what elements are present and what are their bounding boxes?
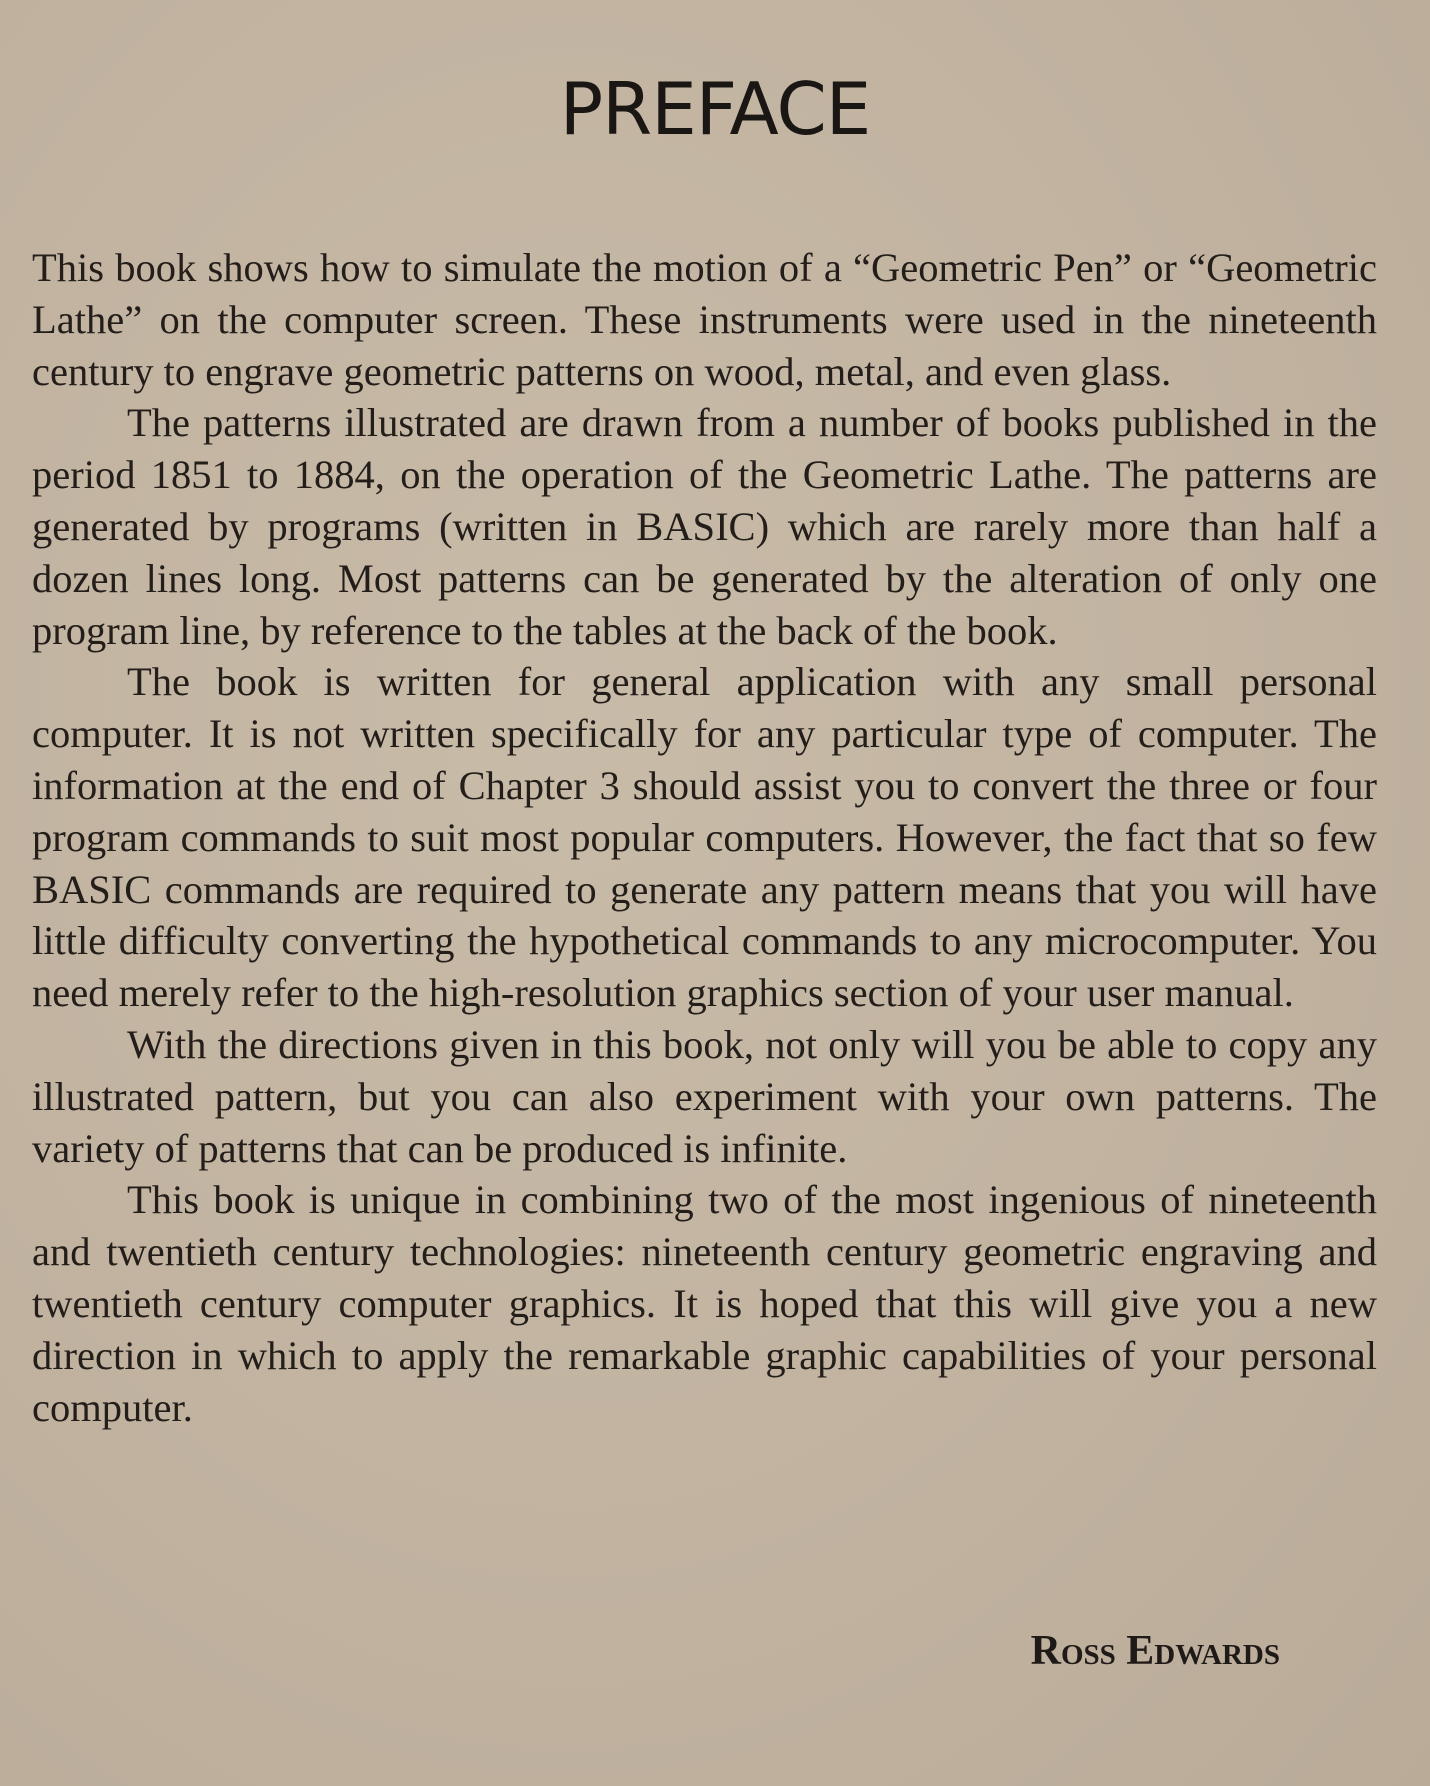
paragraph-3: The book is written for general application with any small personal computer. It is not written specifically for any particular type of computer. The information at the end of Chapter 3 should assist you to convert the three or four program commands to suit most popular computers. However, the fact that so few BASIC commands are required to generate any pattern means that you will have little difficulty converting the hypothetical commands to any microcomputer. You need merely refer to the high-resolution graphics section of your user manual. [32, 659, 1377, 1016]
preface-body [32, 242, 1377, 1433]
paragraph-2: The patterns illustrated are drawn from a number of books published in the period 1851 to 1884, on the operation of the Geometric Lathe. The patterns are generated by programs (written in BASIC) which are rarely more than half a dozen lines long. Most patterns can be generated by the alteration of only one program line, by reference to the tables at the back of the book. [32, 400, 1377, 653]
paragraph-4: With the directions given in this book, not only will you be able to copy any illustrated pattern, but you can also experiment with your own patterns. The variety of patterns that can be produced is infinite. [32, 1021, 1377, 1171]
paragraph-5: This book is unique in combining two of the most ingenious of nineteenth and twentieth century technologies: nineteenth century geometric engraving and twentieth century computer graphics. It is hoped that this will give you a new direction in which to apply the remarkable graphic capabilities of your personal computer. [32, 1177, 1377, 1430]
page-title: PREFACE [559, 67, 871, 151]
paragraph-1: This book shows how to simulate the motion of a “Geometric Pen” or “Geometric Lathe” on the computer screen. These instruments were used in the nineteenth century to engrave geometric patterns on wood, metal, and even glass. [32, 245, 1377, 394]
author-signature: Ross Edwards [1030, 1628, 1280, 1674]
